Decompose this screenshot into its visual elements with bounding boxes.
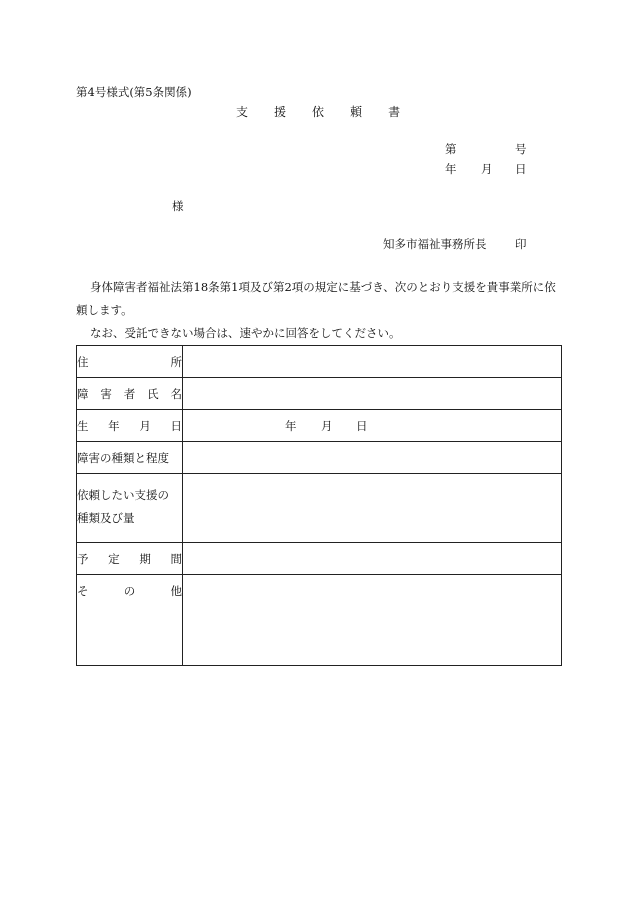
form-number: 第4号様式(第5条関係) <box>76 85 192 99</box>
sender-name: 知多市福祉事務所長 <box>383 237 487 251</box>
label-char: 者 <box>123 386 136 401</box>
label-text: 種類及び量 <box>77 511 135 525</box>
body-text <box>76 276 562 345</box>
table-row-period <box>77 543 562 575</box>
label-text: 依頼したい支援の <box>77 488 169 502</box>
table-row-name <box>77 378 562 410</box>
label-name <box>77 378 183 410</box>
label-char: 名 <box>170 386 182 401</box>
name-field[interactable] <box>183 378 562 410</box>
label-char: 日 <box>170 418 182 433</box>
document-title <box>236 103 400 120</box>
body-paragraph: 身体障害者福祉法第18条第1項及び第2項の規定に基づき、次のとおり支援を貴事業所に依頼します。 <box>76 280 556 317</box>
label-char: 生 <box>77 418 89 433</box>
birthdate-field[interactable] <box>183 410 562 442</box>
label-char: 住 <box>77 354 89 369</box>
label-char: の <box>123 584 136 598</box>
date-day-label: 日 <box>515 162 527 176</box>
label-char: 間 <box>170 551 182 566</box>
label-char: 期 <box>139 551 151 566</box>
label-address <box>77 346 183 378</box>
reference-number-suffix: 号 <box>515 142 527 156</box>
title-char: 依 <box>312 105 325 119</box>
table-row-support <box>77 474 562 543</box>
label-char: 氏 <box>147 386 159 401</box>
support-field[interactable] <box>183 474 562 543</box>
title-char: 支 <box>236 105 249 119</box>
reference-number-prefix: 第 <box>445 142 457 156</box>
table-row-disability-kind <box>77 442 562 474</box>
date-year-label: 年 <box>445 162 457 176</box>
label-other <box>77 575 183 666</box>
body-paragraph: なお、受託できない場合は、速やかに回答をしてください。 <box>90 326 401 340</box>
label-birthdate <box>77 410 183 442</box>
label-char: 害 <box>100 386 112 401</box>
label-char: 予 <box>77 551 89 566</box>
table-row-birthdate <box>77 410 562 442</box>
title-char: 書 <box>388 105 401 119</box>
label-text: 障害の種類と程度 <box>77 450 169 465</box>
birthdate-day-label: 日 <box>356 419 368 433</box>
label-char: 他 <box>170 584 182 598</box>
table-row-address <box>77 346 562 378</box>
addressee-honorific: 様 <box>172 199 184 213</box>
birthdate-month-label: 月 <box>321 419 333 433</box>
title-char: 援 <box>274 105 287 119</box>
request-form-table <box>76 345 562 666</box>
label-char: 月 <box>139 418 151 433</box>
other-field[interactable] <box>183 575 562 666</box>
birthdate-year-label: 年 <box>285 419 297 433</box>
label-char: 所 <box>170 354 182 369</box>
label-char: 定 <box>108 551 120 566</box>
label-support <box>77 474 183 543</box>
label-disability-kind <box>77 442 183 474</box>
title-char: 頼 <box>350 105 363 119</box>
label-period <box>77 543 183 575</box>
label-char: 障 <box>77 386 89 401</box>
disability-kind-field[interactable] <box>183 442 562 474</box>
date-month-label: 月 <box>481 162 493 176</box>
table-row-other <box>77 575 562 666</box>
address-field[interactable] <box>183 346 562 378</box>
seal-mark: 印 <box>515 237 527 251</box>
label-char: そ <box>77 584 89 598</box>
period-field[interactable] <box>183 543 562 575</box>
label-char: 年 <box>108 418 120 433</box>
